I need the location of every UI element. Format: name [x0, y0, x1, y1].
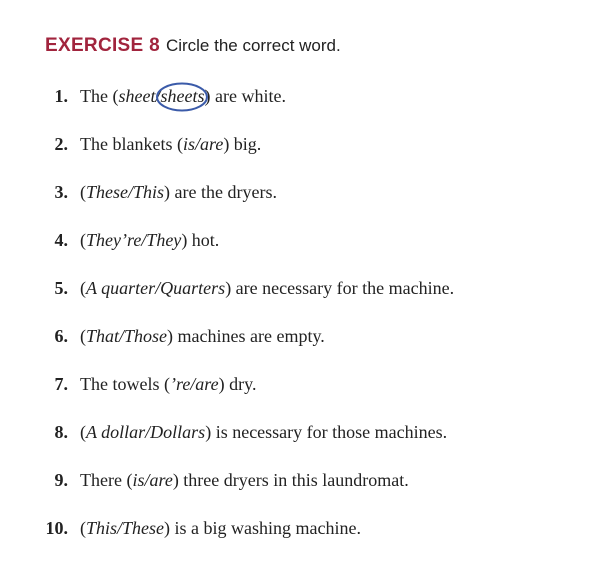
item-number: 1.: [54, 86, 68, 106]
exercise-item-2: [0, 134, 590, 164]
sentence-after: ) are necessary for the machine.: [225, 278, 455, 298]
exercise-item-8: [0, 422, 590, 452]
exercise-instruction: Circle the correct word.: [165, 36, 341, 55]
exercise-item-9: [0, 470, 590, 500]
sentence-before: (: [80, 278, 86, 298]
item-choices[interactable]: They’re/They: [86, 230, 182, 250]
sentence-before: (: [80, 230, 86, 250]
item-choices[interactable]: A quarter/Quarters: [86, 278, 226, 298]
item-sentence: [80, 518, 361, 539]
item-sentence: [80, 182, 277, 203]
sentence-after: ) big.: [223, 134, 262, 154]
item-sentence: [80, 422, 447, 443]
item-sentence: [80, 86, 286, 107]
item-number: 5.: [54, 278, 68, 298]
item-choices[interactable]: This/These: [86, 518, 165, 538]
item-sentence: [80, 230, 219, 251]
sentence-before: The (: [80, 86, 119, 106]
exercise-item-5: [0, 278, 590, 308]
item-sentence: [80, 134, 261, 155]
item-number: 2.: [54, 134, 68, 154]
item-number: 10.: [45, 518, 68, 538]
choice-option-a[interactable]: sheet: [118, 86, 156, 106]
choice-option-b-circled[interactable]: [160, 86, 204, 107]
exercise-item-10: [0, 518, 590, 548]
item-number: 8.: [54, 422, 68, 442]
item-choices[interactable]: is/are: [132, 470, 173, 490]
item-number: 4.: [54, 230, 68, 250]
sentence-before: (: [80, 326, 86, 346]
exercise-item-6: [0, 326, 590, 356]
item-number: 6.: [54, 326, 68, 346]
exercise-item-7: [0, 374, 590, 404]
exercise-item-3: [0, 182, 590, 212]
item-choices[interactable]: That/Those: [86, 326, 168, 346]
exercise-label: EXERCISE 8: [45, 35, 160, 56]
sentence-after: ) machines are empty.: [167, 326, 325, 346]
item-choices[interactable]: These/This: [86, 182, 165, 202]
sentence-before: (: [80, 182, 86, 202]
item-sentence: [80, 470, 409, 491]
item-number: 9.: [54, 470, 68, 490]
sentence-before: (: [80, 422, 86, 442]
sentence-after: ) hot.: [181, 230, 220, 250]
item-number: 3.: [54, 182, 68, 202]
sentence-after: ) three dryers in this laundromat.: [172, 470, 409, 490]
item-sentence: [80, 326, 325, 347]
sentence-after: ) dry.: [218, 374, 257, 394]
sentence-before: The blankets (: [80, 134, 183, 154]
item-sentence: [80, 374, 256, 395]
item-choices[interactable]: ’re/are: [169, 374, 219, 394]
sentence-after: ) is necessary for those machines.: [205, 422, 448, 442]
exercise-item-1: [0, 86, 590, 116]
sentence-after: ) is a big washing machine.: [164, 518, 361, 538]
item-choices[interactable]: is/are: [182, 134, 224, 154]
exercise-item-4: [0, 230, 590, 260]
choice-separator: /: [155, 86, 161, 106]
sentence-before: The towels (: [80, 374, 170, 394]
sentence-after: ) are white.: [204, 86, 286, 106]
sentence-after: ) are the dryers.: [164, 182, 277, 202]
item-number: 7.: [54, 374, 68, 394]
choice-option-b: sheets: [160, 86, 205, 106]
item-choices[interactable]: A dollar/Dollars: [86, 422, 206, 442]
exercise-heading: [45, 35, 341, 57]
sentence-before: (: [80, 518, 86, 538]
sentence-before: There (: [80, 470, 133, 490]
item-sentence: [80, 278, 454, 299]
